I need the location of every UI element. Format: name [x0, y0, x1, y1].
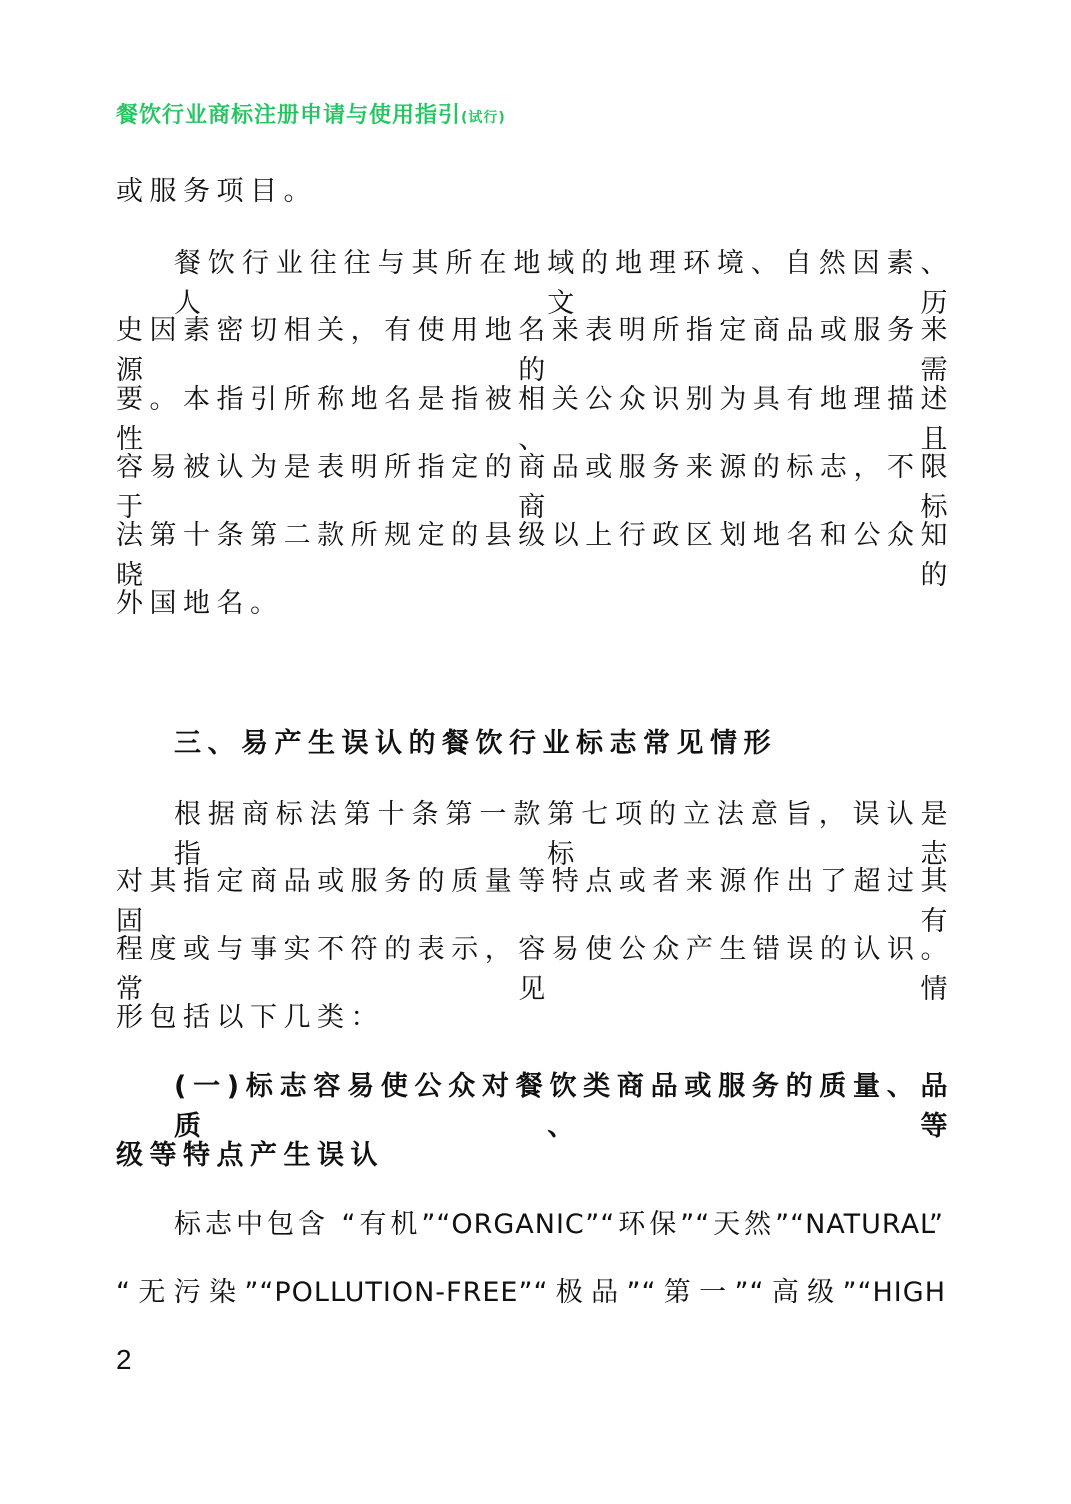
- paragraph-line: 或服务项目。: [116, 176, 317, 207]
- paragraph-line: 容易被认为是表明所指定的商品或服务来源的标志，不限于商标: [116, 452, 954, 523]
- header-trial-label: (试行): [461, 110, 506, 126]
- paragraph-line: 形包括以下几类：: [116, 1002, 384, 1033]
- paragraph-line: 根据商标法第十条第一款第七项的立法意旨，误认是指标志: [174, 799, 954, 870]
- paragraph-line: 外国地名。: [116, 588, 284, 619]
- subsection-heading-line: (一)标志容易使公众对餐饮类商品或服务的质量、品质、等: [174, 1071, 954, 1142]
- paragraph-line: 餐饮行业往往与其所在地域的地理环境、自然因素、人文历: [174, 248, 954, 319]
- document-header: [116, 98, 506, 129]
- paragraph-line: 标志中包含 “有机”“ORGANIC”“环保”“天然”“NATURAL”: [174, 1209, 944, 1240]
- header-title: 餐饮行业商标注册申请与使用指引: [116, 103, 462, 128]
- paragraph-line: 程度或与事实不符的表示，容易使公众产生错误的认识。常见情: [116, 934, 954, 1005]
- paragraph-line: 法第十条第二款所规定的县级以上行政区划地名和公众知晓的: [116, 520, 954, 591]
- section-heading: 三、易产生误认的餐饮行业标志常见情形: [174, 728, 777, 759]
- paragraph-line: “无污染”“POLLUTION-FREE”“极品”“第一”“高级”“HIGH: [116, 1277, 946, 1308]
- paragraph-line: 对其指定商品或服务的质量等特点或者来源作出了超过其固有: [116, 866, 954, 937]
- page-number: 2: [116, 1344, 132, 1375]
- subsection-heading-line: 级等特点产生误认: [116, 1140, 384, 1171]
- paragraph-line: 史因素密切相关，有使用地名来表明所指定商品或服务来源的需: [116, 315, 954, 386]
- paragraph-line: 要。本指引所称地名是指被相关公众识别为具有地理描述性、且: [116, 384, 954, 455]
